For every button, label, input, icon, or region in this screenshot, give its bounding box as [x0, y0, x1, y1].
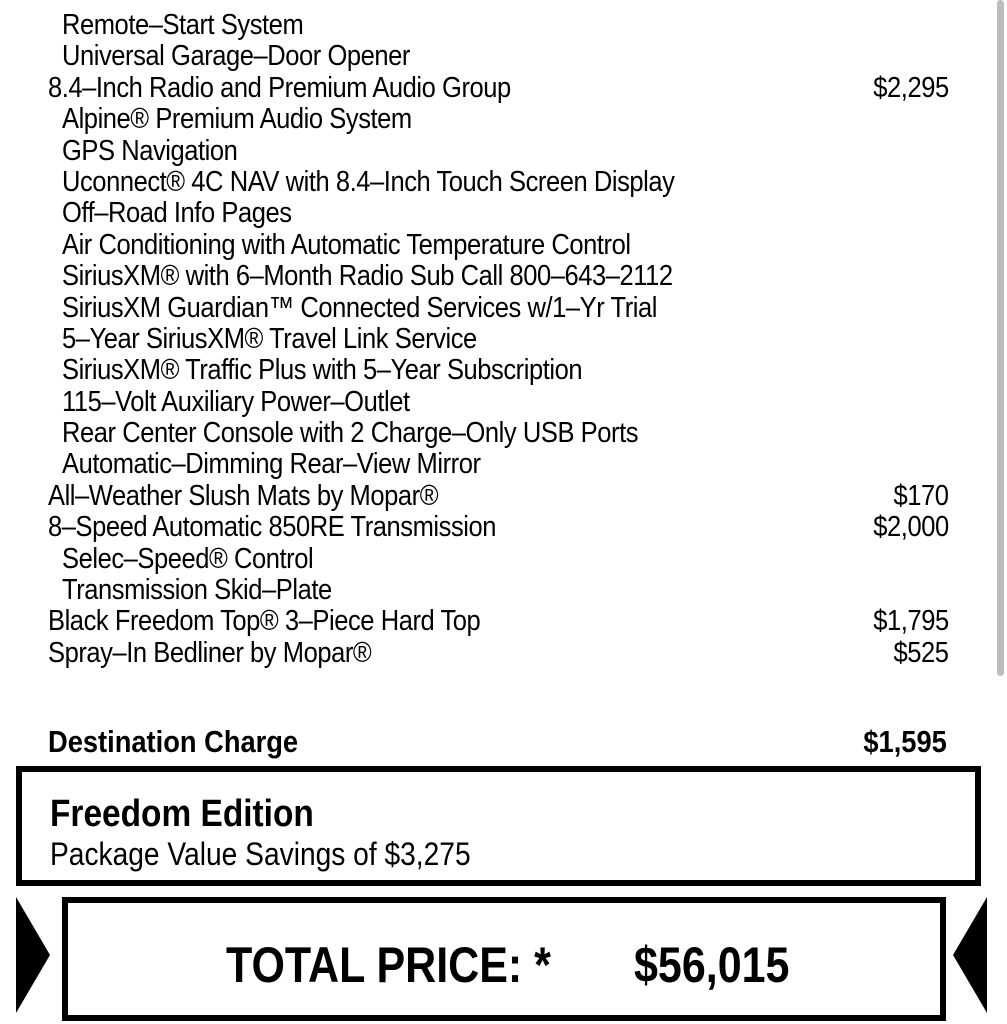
- option-subitem: [0, 293, 1007, 324]
- option-label: 8–Speed Automatic 850RE Transmission: [48, 511, 497, 544]
- left-arrow-icon: [16, 897, 50, 1013]
- option-price: $525: [893, 636, 949, 669]
- option-subitem: [0, 261, 1007, 292]
- package-title: Freedom Edition: [50, 793, 314, 835]
- option-item: [0, 606, 1007, 637]
- option-subitem: [0, 544, 1007, 575]
- option-label: Black Freedom Top® 3–Piece Hard Top: [48, 605, 481, 638]
- option-label: Rear Center Console with 2 Charge–Only USB Ports: [62, 417, 639, 450]
- option-subitem: [0, 167, 1007, 198]
- option-subitem: [0, 10, 1007, 41]
- option-label: Transmission Skid–Plate: [62, 574, 332, 607]
- option-label: Alpine® Premium Audio System: [62, 103, 412, 136]
- option-label: Automatic–Dimming Rear–View Mirror: [62, 448, 481, 481]
- option-subitem: [0, 230, 1007, 261]
- package-box: [16, 766, 981, 886]
- destination-charge-label: Destination Charge: [48, 724, 299, 759]
- option-label: Selec–Speed® Control: [62, 542, 314, 575]
- option-label: Uconnect® 4C NAV with 8.4–Inch Touch Screen Display: [62, 165, 675, 198]
- option-subitem: [0, 104, 1007, 135]
- option-subitem: [0, 418, 1007, 449]
- option-item: [0, 73, 1007, 104]
- destination-charge-row: [0, 722, 1007, 762]
- option-price: $1,795: [873, 605, 949, 638]
- option-label: All–Weather Slush Mats by Mopar®: [48, 479, 439, 512]
- destination-charge-price: $1,595: [863, 724, 947, 759]
- option-label: SiriusXM® Traffic Plus with 5–Year Subscription: [62, 354, 583, 387]
- option-subitem: [0, 387, 1007, 418]
- option-label: Air Conditioning with Automatic Temperature Control: [62, 228, 631, 261]
- option-subitem: [0, 355, 1007, 386]
- option-item: [0, 638, 1007, 669]
- total-price-label: TOTAL PRICE: *: [226, 937, 551, 993]
- option-subitem: [0, 198, 1007, 229]
- options-list: [0, 10, 1007, 669]
- total-price-box: [62, 897, 946, 1021]
- option-item: [0, 512, 1007, 543]
- option-label: Spray–In Bedliner by Mopar®: [48, 636, 372, 669]
- option-price: $2,295: [873, 71, 949, 104]
- option-subitem: [0, 136, 1007, 167]
- option-price: $170: [893, 479, 949, 512]
- total-price-value: $56,015: [634, 937, 790, 993]
- scrollbar[interactable]: [997, 0, 1004, 676]
- option-subitem: [0, 575, 1007, 606]
- option-subitem: [0, 449, 1007, 480]
- option-label: SiriusXM® with 6–Month Radio Sub Call 800–643–2112: [62, 260, 673, 293]
- option-subitem: [0, 324, 1007, 355]
- option-label: 8.4–Inch Radio and Premium Audio Group: [48, 71, 511, 104]
- option-label: Off–Road Info Pages: [62, 197, 292, 230]
- right-arrow-icon: [953, 897, 987, 1013]
- option-label: 115–Volt Auxiliary Power–Outlet: [62, 385, 410, 418]
- option-label: 5–Year SiriusXM® Travel Link Service: [62, 322, 477, 355]
- option-label: GPS Navigation: [62, 134, 238, 167]
- option-price: $2,000: [873, 511, 949, 544]
- option-label: Remote–Start System: [62, 9, 304, 41]
- option-item: [0, 481, 1007, 512]
- option-subitem: [0, 41, 1007, 72]
- option-label: SiriusXM Guardian™ Connected Services w/1–Yr Trial: [62, 291, 657, 324]
- package-savings: Package Value Savings of $3,275: [50, 836, 471, 872]
- option-label: Universal Garage–Door Opener: [62, 40, 410, 73]
